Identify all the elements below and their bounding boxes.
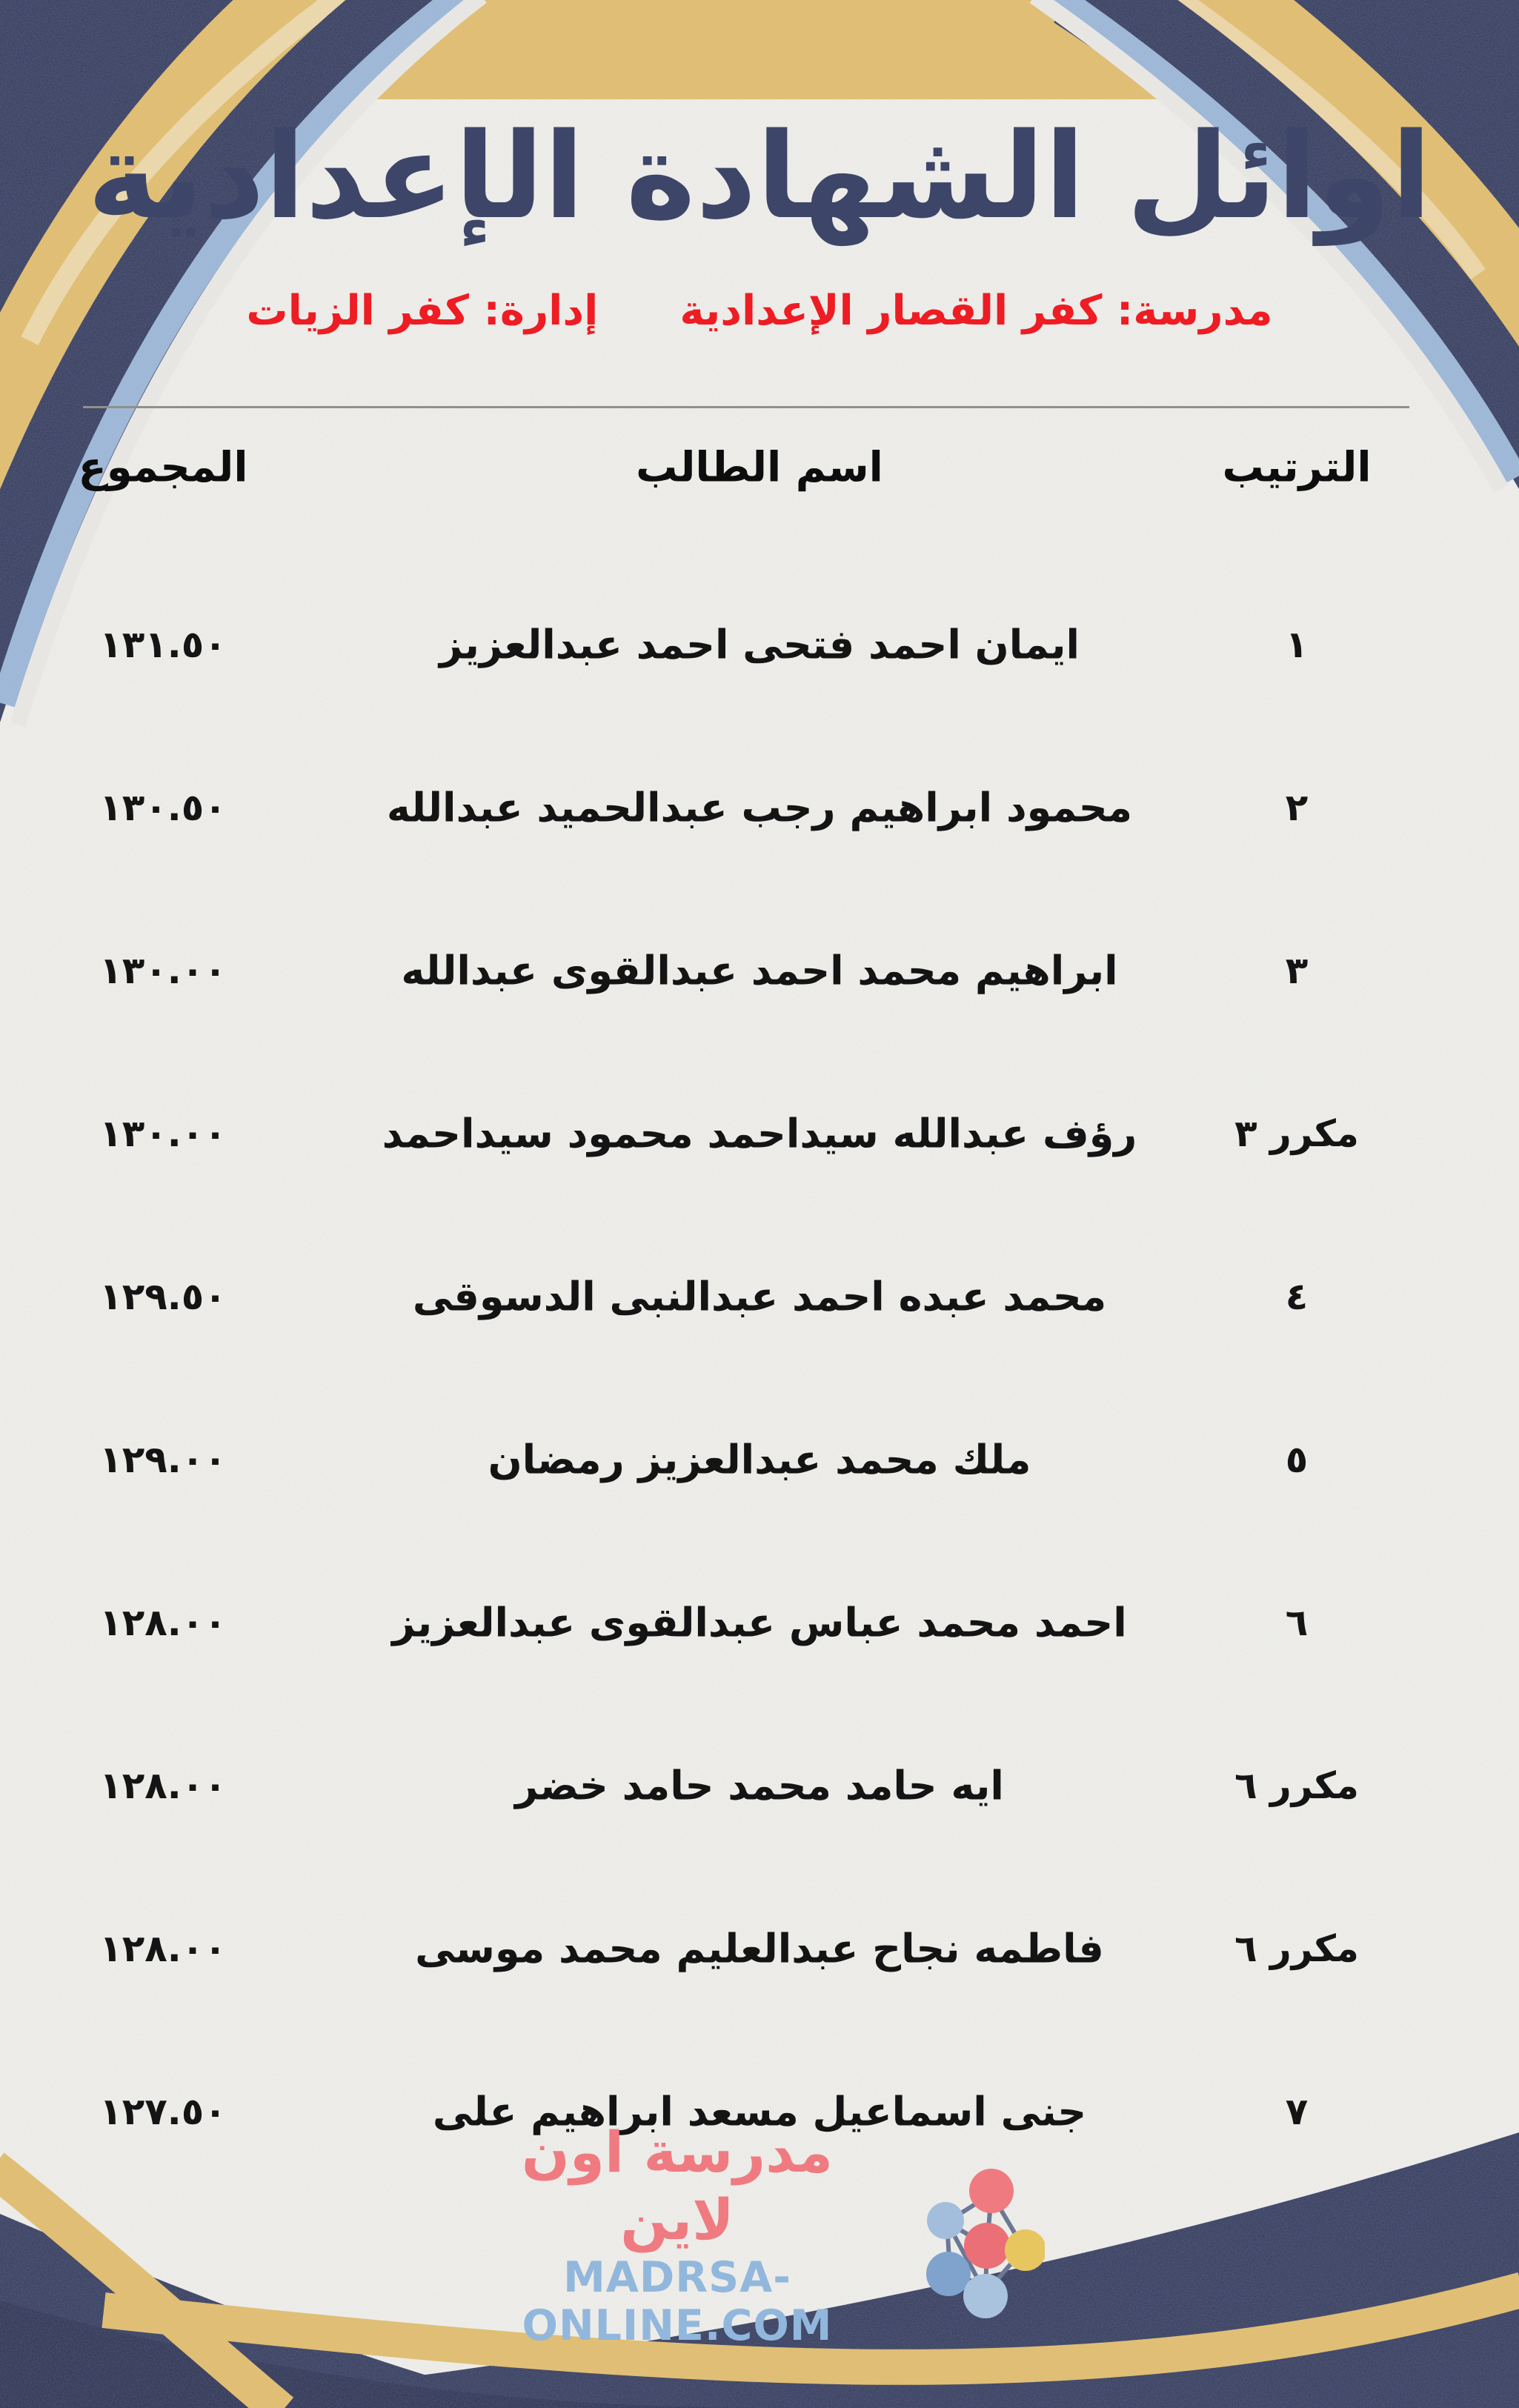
- total-cell: ١٢٩.٥٠: [99, 1275, 227, 1318]
- total-cell: ١٢٧.٥٠: [99, 2090, 227, 2133]
- name-column-header: اسم الطالب: [636, 443, 883, 492]
- brand-domain: MADRSA-ONLINE.COM: [522, 2252, 833, 2351]
- admin-label: إدارة: كفر الزيات: [246, 287, 599, 335]
- rank-cell: ٢: [1285, 786, 1309, 829]
- student-name-cell: محمود ابراهيم رجب عبدالحميد عبدالله: [386, 784, 1133, 831]
- total-cell: ١٣٠.٠٠: [99, 1112, 227, 1155]
- student-name-cell: رؤف عبدالله سيداحمد محمود سيداحمد: [382, 1110, 1137, 1157]
- rank-cell: ٤: [1285, 1275, 1309, 1318]
- network-logo-icon: [897, 2148, 1045, 2322]
- table-header-row: [0, 434, 1519, 501]
- total-cell: ١٢٨.٠٠: [99, 1764, 227, 1807]
- page-title: اوائل الشهادة الإعدادية: [87, 107, 1432, 245]
- rank-cell: مكرر ٦: [1234, 1764, 1359, 1807]
- school-label: مدرسة: كفر القصار الإعدادية: [679, 287, 1273, 335]
- table-row: [0, 1052, 1519, 1215]
- table-row: [0, 1867, 1519, 2030]
- total-cell: ١٢٨.٠٠: [99, 1927, 227, 1970]
- student-name-cell: ايمان احمد فتحى احمد عبدالعزيز: [439, 621, 1080, 668]
- table-row: [0, 563, 1519, 726]
- student-name-cell: جنى اسماعيل مسعد ابراهيم على: [432, 2088, 1087, 2135]
- total-cell: ١٣٠.٥٠: [99, 786, 227, 829]
- rank-cell: ٣: [1285, 949, 1309, 992]
- table-row: [0, 1541, 1519, 1704]
- student-name-cell: ملك محمد عبدالعزيز رمضان: [488, 1436, 1031, 1483]
- brand-footer: [445, 2119, 1045, 2351]
- student-name-cell: احمد محمد عباس عبدالقوى عبدالعزيز: [392, 1599, 1127, 1646]
- table-row: [0, 889, 1519, 1052]
- table-row: [0, 1704, 1519, 1867]
- rank-cell: ٦: [1285, 1601, 1309, 1644]
- total-cell: ١٢٨.٠٠: [99, 1601, 227, 1644]
- rank-cell: مكرر ٦: [1234, 1927, 1359, 1970]
- rank-cell: ٧: [1285, 2090, 1309, 2133]
- student-name-cell: فاطمه نجاح عبدالعليم محمد موسى: [415, 1925, 1104, 1972]
- rank-cell: مكرر ٣: [1234, 1112, 1359, 1155]
- rank-column-header: الترتيب: [1222, 443, 1372, 492]
- student-name-cell: محمد عبده احمد عبدالنبى الدسوقى: [412, 1273, 1107, 1320]
- student-name-cell: ابراهيم محمد احمد عبدالقوى عبدالله: [401, 947, 1118, 994]
- subtitle: [0, 285, 1519, 339]
- rank-cell: ١: [1285, 623, 1309, 666]
- table-row: [0, 1378, 1519, 1541]
- total-column-header: المجموع: [78, 443, 248, 492]
- table-body: [0, 563, 1519, 2193]
- brand-text-block: [462, 2118, 892, 2350]
- rank-cell: ٥: [1285, 1438, 1309, 1481]
- header-divider-line: [83, 406, 1409, 408]
- student-name-cell: ايه حامد محمد حامد خضر: [515, 1762, 1004, 1809]
- total-cell: ١٢٩.٠٠: [99, 1438, 227, 1481]
- table-row: [0, 726, 1519, 889]
- table-row: [0, 1215, 1519, 1378]
- brand-arabic-name: مدرسة اون لاين: [521, 2119, 834, 2253]
- total-cell: ١٣١.٥٠: [99, 623, 227, 666]
- total-cell: ١٣٠.٠٠: [99, 949, 227, 992]
